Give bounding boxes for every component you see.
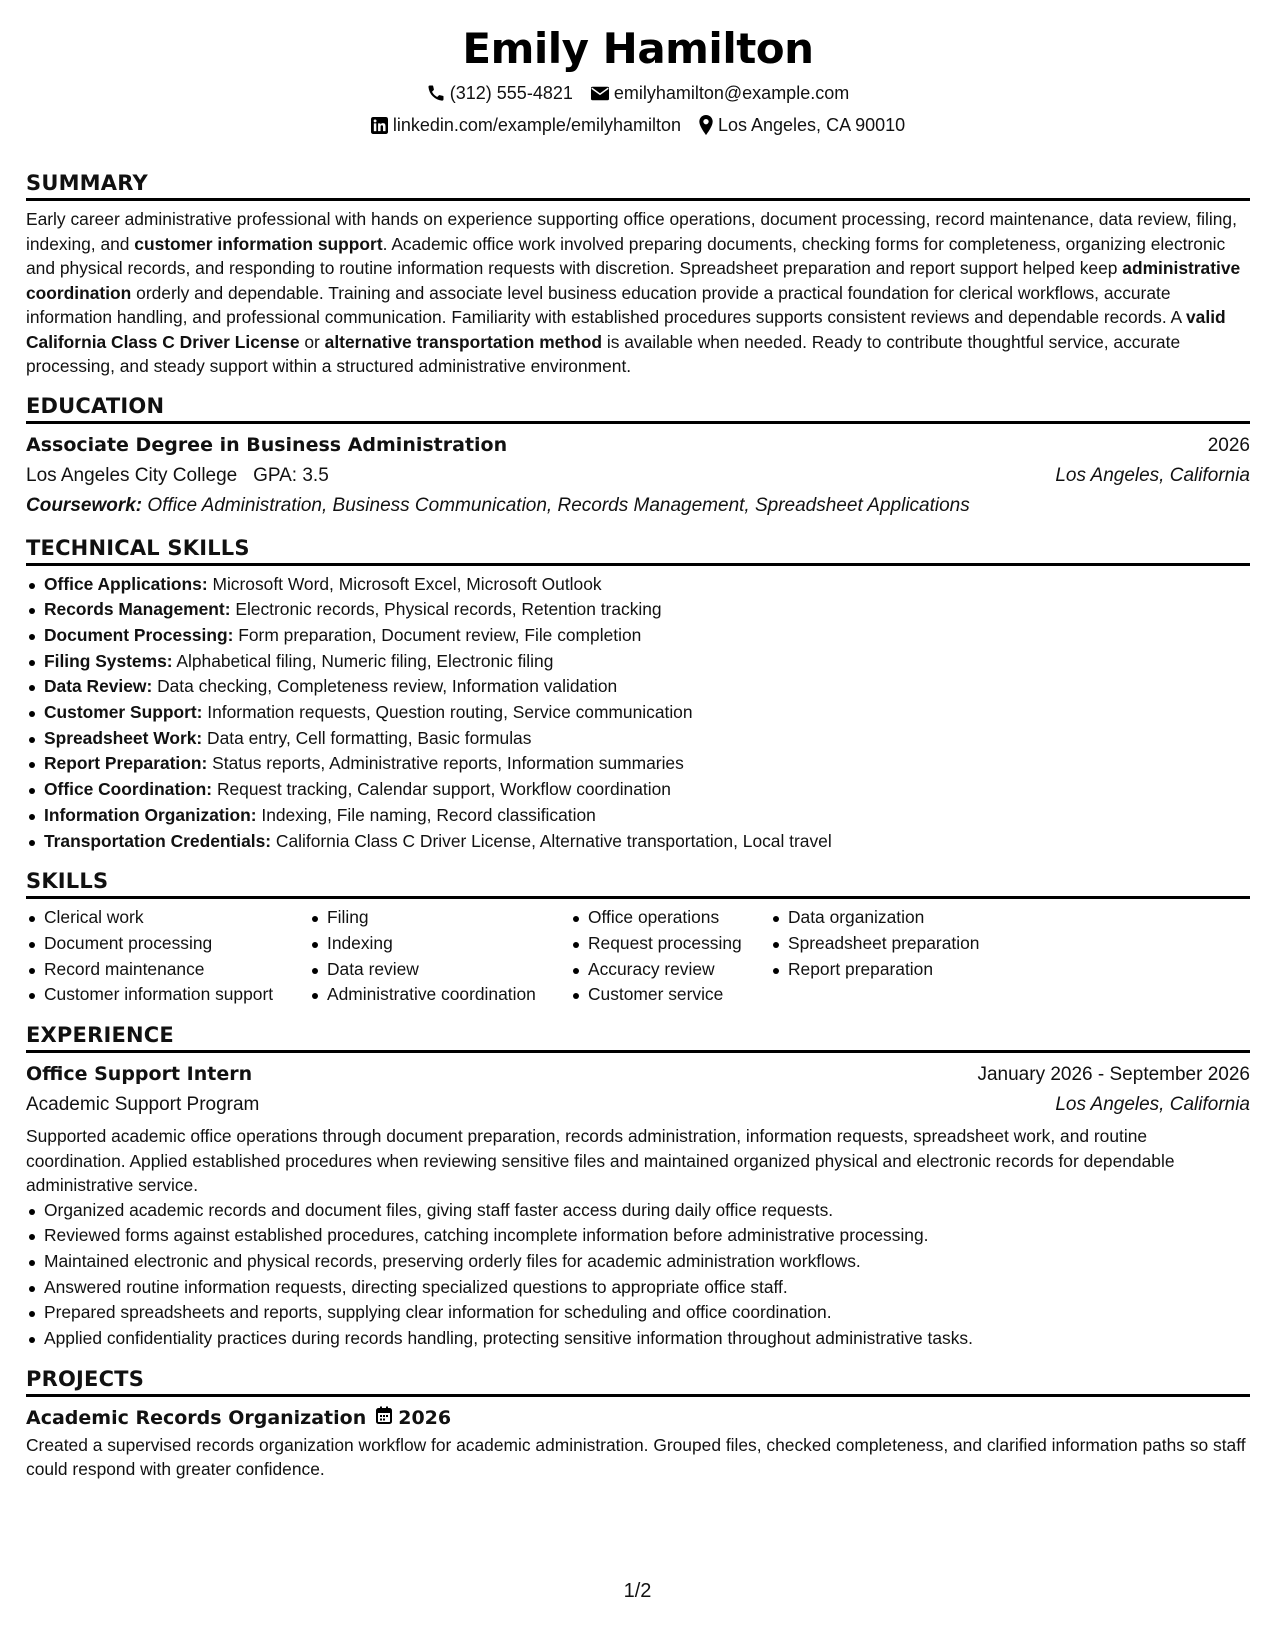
- technical-skill-item: [26, 751, 1250, 777]
- resume-page: [26, 22, 1250, 1482]
- technical-skill-label: Office Coordination:: [44, 779, 213, 800]
- skills-section: [26, 868, 1250, 1008]
- page-number: 1/2: [623, 1580, 652, 1602]
- skill-item: Data review: [309, 957, 570, 983]
- technical-skill-label: Transportation Credentials:: [44, 830, 272, 851]
- map-pin-icon: [699, 115, 713, 135]
- skill-item: Report preparation: [770, 957, 1030, 983]
- coursework-list: Office Administration, Business Communication, Records Management, Spreadsheet Applications: [142, 494, 970, 516]
- technical-skill-item: [26, 829, 1250, 855]
- experience-section: [26, 1022, 1250, 1352]
- skill-item: Filing: [309, 905, 570, 931]
- location-text: Los Angeles, CA 90010: [717, 115, 906, 135]
- skill-item: Document processing: [26, 931, 309, 957]
- project-description: Created a supervised records organization workflow for academic administration. Grouped files, checked completeness, and clarified information paths so staff could respond with greater confidence.: [26, 1434, 1246, 1480]
- technical-skill-value: Microsoft Word, Microsoft Excel, Microsoft Outlook: [207, 573, 602, 594]
- coursework-label: Coursework:: [26, 494, 143, 516]
- skills-column: [26, 905, 309, 1008]
- location-contact: [699, 112, 905, 138]
- linkedin-url[interactable]: linkedin.com/example/emilyhamilton: [392, 115, 681, 135]
- job-bullet: Answered routine information requests, directing specialized questions to appropriate office staff.: [26, 1275, 1250, 1301]
- technical-skill-value: Status reports, Administrative reports, Information summaries: [207, 753, 684, 774]
- technical-skill-label: Office Applications:: [44, 573, 208, 594]
- contact-row-2: [26, 112, 1250, 138]
- gpa: GPA: 3.5: [253, 464, 329, 486]
- envelope-icon: [591, 86, 609, 101]
- email-address[interactable]: emilyhamilton@example.com: [613, 83, 850, 103]
- technical-skill-item: [26, 623, 1250, 649]
- technical-skill-item: [26, 700, 1250, 726]
- technical-skills-section: [26, 535, 1250, 855]
- contact-row-1: [26, 80, 1250, 106]
- experience-header-row: [26, 1059, 1250, 1090]
- technical-skill-item: [26, 649, 1250, 675]
- job-title: Office Support Intern: [26, 1063, 253, 1086]
- technical-skill-label: Report Preparation:: [44, 753, 208, 774]
- technical-skill-label: Filing Systems:: [44, 650, 173, 671]
- skill-item: Office operations: [570, 905, 770, 931]
- education-section: [26, 393, 1250, 521]
- section-title-education: EDUCATION: [26, 393, 1250, 424]
- summary-text: Early career administrative professional with hands on experience supporting office operations, document processing, record maintenance, data review, filing, indexing, and customer information support. Academic office work involved preparing documents, checking forms for completeness, organizing electronic and physical records, and responding to routine information requests with discretion. Spreadsheet preparation and report support helped keep administrative coordination orderly and dependable. Training and associate level business education provide a practical foundation for clerical workflows, accurate information handling, and professional communication. Familiarity with established procedures supports consistent reviews and dependable records. A valid California Class C Driver License or alternative transportation method is available when needed. Ready to contribute thoughtful service, accurate processing, and steady support within a structured administrative environment.: [26, 209, 1241, 376]
- technical-skill-item: [26, 726, 1250, 752]
- projects-section: [26, 1366, 1250, 1482]
- technical-skill-item: [26, 674, 1250, 700]
- technical-skill-item: [26, 803, 1250, 829]
- calendar-icon: [376, 1406, 392, 1429]
- technical-skill-value: Form preparation, Document review, File completion: [233, 624, 642, 645]
- technical-skill-value: Data entry, Cell formatting, Basic formulas: [202, 727, 532, 748]
- technical-skill-value: California Class C Driver License, Alternative transportation, Local travel: [271, 830, 832, 851]
- job-dates: January 2026 - September 2026: [977, 1064, 1250, 1086]
- skill-item: Data organization: [770, 905, 1030, 931]
- project-date: [376, 1406, 451, 1429]
- school-location: Los Angeles, California: [1055, 464, 1250, 486]
- skill-item: Administrative coordination: [309, 982, 570, 1008]
- job-organization: Academic Support Program: [26, 1094, 260, 1116]
- school-info: [26, 461, 329, 491]
- skill-item: Customer service: [570, 982, 770, 1008]
- skill-item: Indexing: [309, 931, 570, 957]
- education-sub-row: [26, 461, 1250, 491]
- coursework: [26, 491, 1250, 521]
- skill-item: Spreadsheet preparation: [770, 931, 1030, 957]
- job-bullet: Organized academic records and document files, giving staff faster access during daily office requests.: [26, 1198, 1250, 1224]
- job-bullets: [26, 1198, 1250, 1352]
- technical-skills-list: [26, 572, 1250, 855]
- project-name: Academic Records Organization: [26, 1406, 367, 1429]
- section-title-skills: SKILLS: [26, 868, 1250, 899]
- section-title-technical-skills: TECHNICAL SKILLS: [26, 535, 1250, 566]
- section-title-projects: PROJECTS: [26, 1366, 1250, 1397]
- phone-icon: [427, 84, 445, 102]
- phone-number: (312) 555-4821: [449, 83, 573, 103]
- skills-column: [570, 905, 770, 1008]
- linkedin-contact[interactable]: [371, 112, 681, 138]
- technical-skill-label: Information Organization:: [44, 804, 257, 825]
- email-contact[interactable]: [591, 80, 849, 106]
- technical-skill-value: Data checking, Completeness review, Information validation: [152, 676, 618, 697]
- project-header-row: [26, 1403, 1250, 1433]
- graduation-year: 2026: [1207, 434, 1250, 456]
- degree-title: Associate Degree in Business Administration: [26, 433, 508, 456]
- linkedin-icon: [371, 117, 388, 134]
- technical-skill-value: Alphabetical filing, Numeric filing, Electronic filing: [172, 650, 554, 671]
- technical-skill-label: Document Processing:: [44, 624, 234, 645]
- skill-item: Record maintenance: [26, 957, 309, 983]
- section-title-experience: EXPERIENCE: [26, 1022, 1250, 1053]
- job-bullet: Applied confidentiality practices during records handling, protecting sensitive information throughout administrative tasks.: [26, 1326, 1250, 1352]
- experience-sub-row: [26, 1090, 1250, 1120]
- technical-skill-value: Indexing, File naming, Record classification: [256, 804, 596, 825]
- skill-item: Request processing: [570, 931, 770, 957]
- job-bullet: Prepared spreadsheets and reports, supplying clear information for scheduling and office coordination.: [26, 1300, 1250, 1326]
- technical-skill-item: [26, 572, 1250, 598]
- job-bullet: Reviewed forms against established procedures, catching incomplete information before administrative processing.: [26, 1223, 1250, 1249]
- technical-skill-value: Electronic records, Physical records, Retention tracking: [230, 599, 662, 620]
- skill-item: Clerical work: [26, 905, 309, 931]
- job-bullet: Maintained electronic and physical records, preserving orderly files for academic administration workflows.: [26, 1249, 1250, 1275]
- skills-grid: [26, 905, 1250, 1008]
- phone-contact: [427, 80, 573, 106]
- job-description: Supported academic office operations through document preparation, records administration, information requests, spreadsheet work, and routine coordination. Applied established procedures when reviewing sensitive files and maintained organized physical and electronic records for dependable administrative service.: [26, 1126, 1175, 1196]
- job-location: Los Angeles, California: [1055, 1094, 1250, 1116]
- technical-skill-label: Spreadsheet Work:: [44, 727, 203, 748]
- skill-item: Accuracy review: [570, 957, 770, 983]
- technical-skill-value: Request tracking, Calendar support, Workflow coordination: [212, 779, 671, 800]
- school-name: Los Angeles City College: [26, 464, 238, 486]
- section-title-summary: SUMMARY: [26, 170, 1250, 201]
- skills-column: [770, 905, 1030, 1008]
- technical-skill-item: [26, 597, 1250, 623]
- technical-skill-label: Customer Support:: [44, 702, 203, 723]
- technical-skill-label: Records Management:: [44, 599, 231, 620]
- education-header-row: [26, 430, 1250, 461]
- summary-section: [26, 170, 1250, 379]
- candidate-name: Emily Hamilton: [462, 24, 814, 73]
- project-year: 2026: [398, 1406, 452, 1429]
- technical-skill-label: Data Review:: [44, 676, 153, 697]
- skill-item: Customer information support: [26, 982, 309, 1008]
- technical-skill-item: [26, 777, 1250, 803]
- skills-column: [309, 905, 570, 1008]
- technical-skill-value: Information requests, Question routing, Service communication: [202, 702, 693, 723]
